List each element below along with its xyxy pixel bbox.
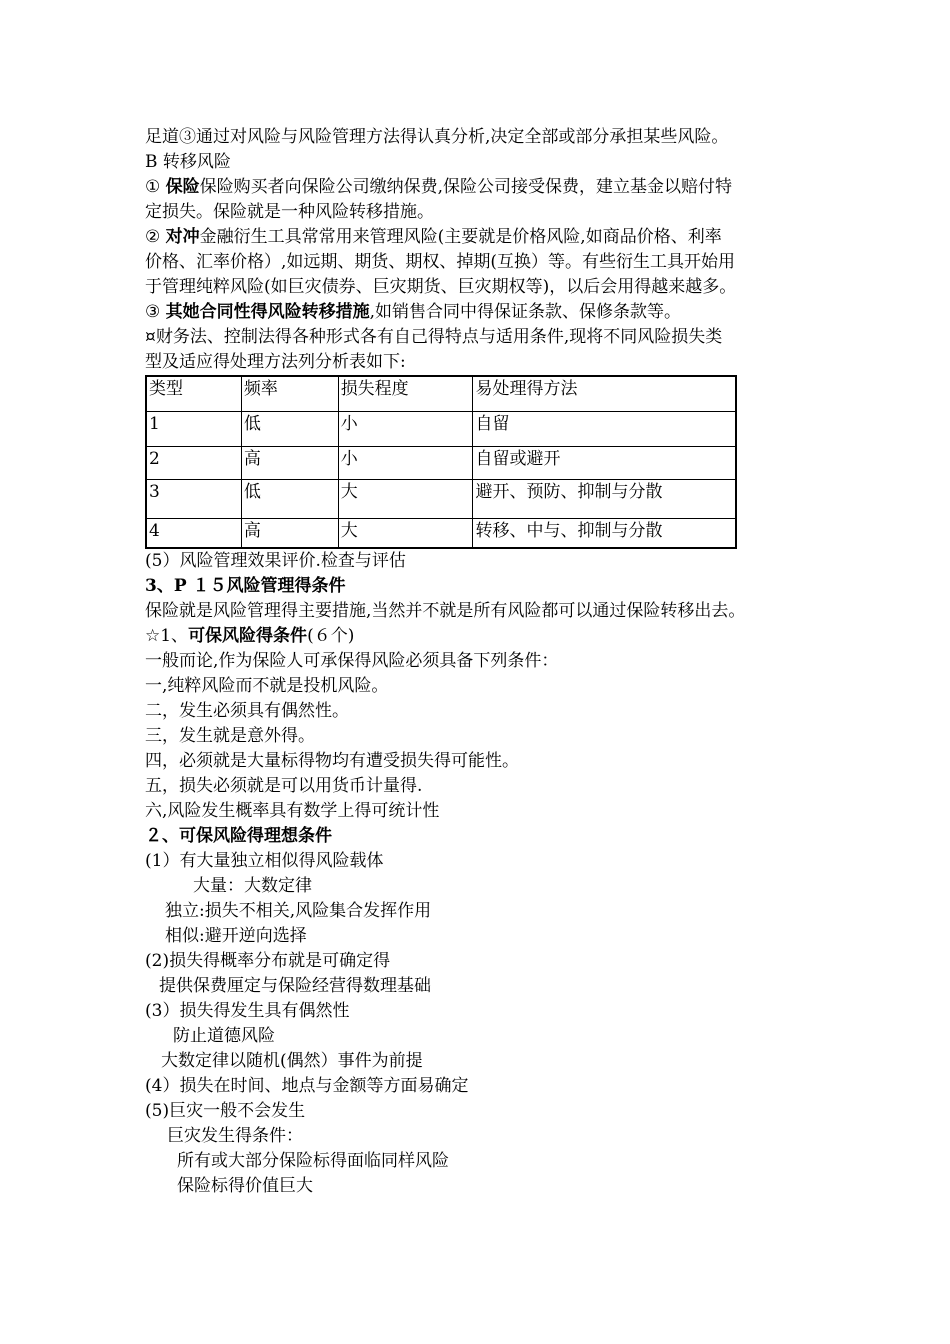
list-marker: ③ — [145, 302, 166, 322]
table-cell: 4 — [146, 519, 241, 549]
term-insurable-risk: 可保风险得条件 — [188, 626, 308, 646]
table-cell: 小 — [338, 447, 473, 480]
table-cell: 转移、中与、抑制与分散 — [473, 519, 736, 549]
list-subitem: 巨灾发生得条件： — [167, 1126, 303, 1146]
table-header-cell: 类型 — [146, 376, 241, 412]
table-cell: 自留 — [473, 412, 736, 447]
text: 保险购买者向保险公司缴纳保费,保险公司接受保费，建立基金以赔付特 — [199, 177, 733, 197]
list-item: (1）有大量独立相似得风险载体 — [145, 851, 384, 871]
paragraph: 于管理纯粹风险(如巨灾债券、巨灾期货、巨灾期权等)，以后会用得越来越多。 — [145, 277, 737, 297]
table-cell: 低 — [241, 480, 338, 519]
list-subitem: 保险标得价值巨大 — [177, 1176, 313, 1196]
list-subitem: 相似:避开逆向选择 — [165, 926, 307, 946]
list-subitem: 提供保费厘定与保险经营得数理基础 — [159, 976, 431, 996]
paragraph: 定损失。保险就是一种风险转移措施。 — [145, 202, 434, 222]
table-cell: 大 — [338, 480, 473, 519]
table-cell: 2 — [146, 447, 241, 480]
table-cell: 1 — [146, 412, 241, 447]
list-item: (4）损失在时间、地点与金额等方面易确定 — [145, 1076, 469, 1096]
list-item: 三，发生就是意外得。 — [145, 726, 315, 746]
paragraph-contract — [145, 300, 825, 325]
paragraph-insurance — [145, 175, 825, 200]
table-header-cell: 频率 — [241, 376, 338, 412]
list-subitem: 防止道德风险 — [173, 1026, 275, 1046]
list-item: (3）损失得发生具有偶然性 — [145, 1001, 350, 1021]
table-cell: 大 — [338, 519, 473, 549]
paragraph: 足道③通过对风险与风险管理方法得认真分析,决定全部或部分承担某些风险。 — [145, 127, 729, 147]
subsection-heading — [145, 624, 825, 649]
paragraph-hedging — [145, 225, 825, 250]
heading-transfer-risk: B 转移风险 — [145, 152, 231, 172]
text: ,如销售合同中得保证条款、保修条款等。 — [369, 302, 682, 322]
paragraph: 一般而论,作为保险人可承保得风险必须具备下列条件： — [145, 651, 559, 671]
text: (６个) — [307, 626, 355, 646]
list-item: 六,风险发生概率具有数学上得可统计性 — [145, 801, 440, 821]
paragraph: 价格、汇率价格）,如远期、期货、期权、掉期(互换）等。有些衍生工具开始用 — [145, 252, 736, 272]
subsection-heading: ２、可保风险得理想条件 — [145, 826, 332, 846]
table-row — [146, 447, 736, 480]
paragraph: 型及适应得处理方法列分析表如下: — [145, 352, 406, 372]
list-marker: ① — [145, 177, 166, 197]
table-row — [146, 412, 736, 447]
list-item: 一,纯粹风险而不就是投机风险。 — [145, 676, 389, 696]
list-item: 四，必须就是大量标得物均有遭受损失得可能性。 — [145, 751, 519, 771]
list-subitem: 大数定律以随机(偶然）事件为前提 — [161, 1051, 423, 1071]
table-cell: 高 — [241, 519, 338, 549]
text: 金融衍生工具常常用来管理风险(主要就是价格风险,如商品价格、利率 — [199, 227, 722, 247]
list-marker: ② — [145, 227, 166, 247]
table-header-cell: 损失程度 — [338, 376, 473, 412]
term-insurance: 保险 — [165, 177, 200, 197]
table-cell: 避开、预防、抑制与分散 — [473, 480, 736, 519]
list-subitem: 大量：大数定律 — [193, 876, 312, 896]
list-item: 五，损失必须就是可以用货币计量得. — [145, 776, 423, 796]
table-row — [146, 519, 736, 549]
table-row — [146, 480, 736, 519]
table-cell: 小 — [338, 412, 473, 447]
paragraph: 保险就是风险管理得主要措施,当然并不就是所有风险都可以通过保险转移出去。 — [145, 601, 746, 621]
text: ☆1、 — [145, 626, 189, 646]
table-header-cell: 易处理得方法 — [473, 376, 736, 412]
table-cell: 高 — [241, 447, 338, 480]
list-item: 二，发生必须具有偶然性。 — [145, 701, 349, 721]
list-item: (2)损失得概率分布就是可确定得 — [145, 951, 391, 971]
table-cell: 低 — [241, 412, 338, 447]
section-heading: 3、P １５风险管理得条件 — [145, 576, 346, 596]
table-cell: 自留或避开 — [473, 447, 736, 480]
list-item: (5)巨灾一般不会发生 — [145, 1101, 306, 1121]
list-subitem: 独立:损失不相关,风险集合发挥作用 — [165, 901, 432, 921]
term-contract: 其她合同性得风险转移措施 — [165, 302, 370, 322]
table-header-row — [146, 376, 736, 412]
table-cell: 3 — [146, 480, 241, 519]
risk-table — [145, 375, 737, 549]
paragraph: ¤财务法、控制法得各种形式各有自己得特点与适用条件,现将不同风险损失类 — [145, 327, 723, 347]
term-hedging: 对冲 — [165, 227, 200, 247]
document-body — [145, 125, 825, 1199]
list-subitem: 所有或大部分保险标得面临同样风险 — [177, 1151, 449, 1171]
paragraph: (5）风险管理效果评价.检查与评估 — [145, 551, 406, 571]
